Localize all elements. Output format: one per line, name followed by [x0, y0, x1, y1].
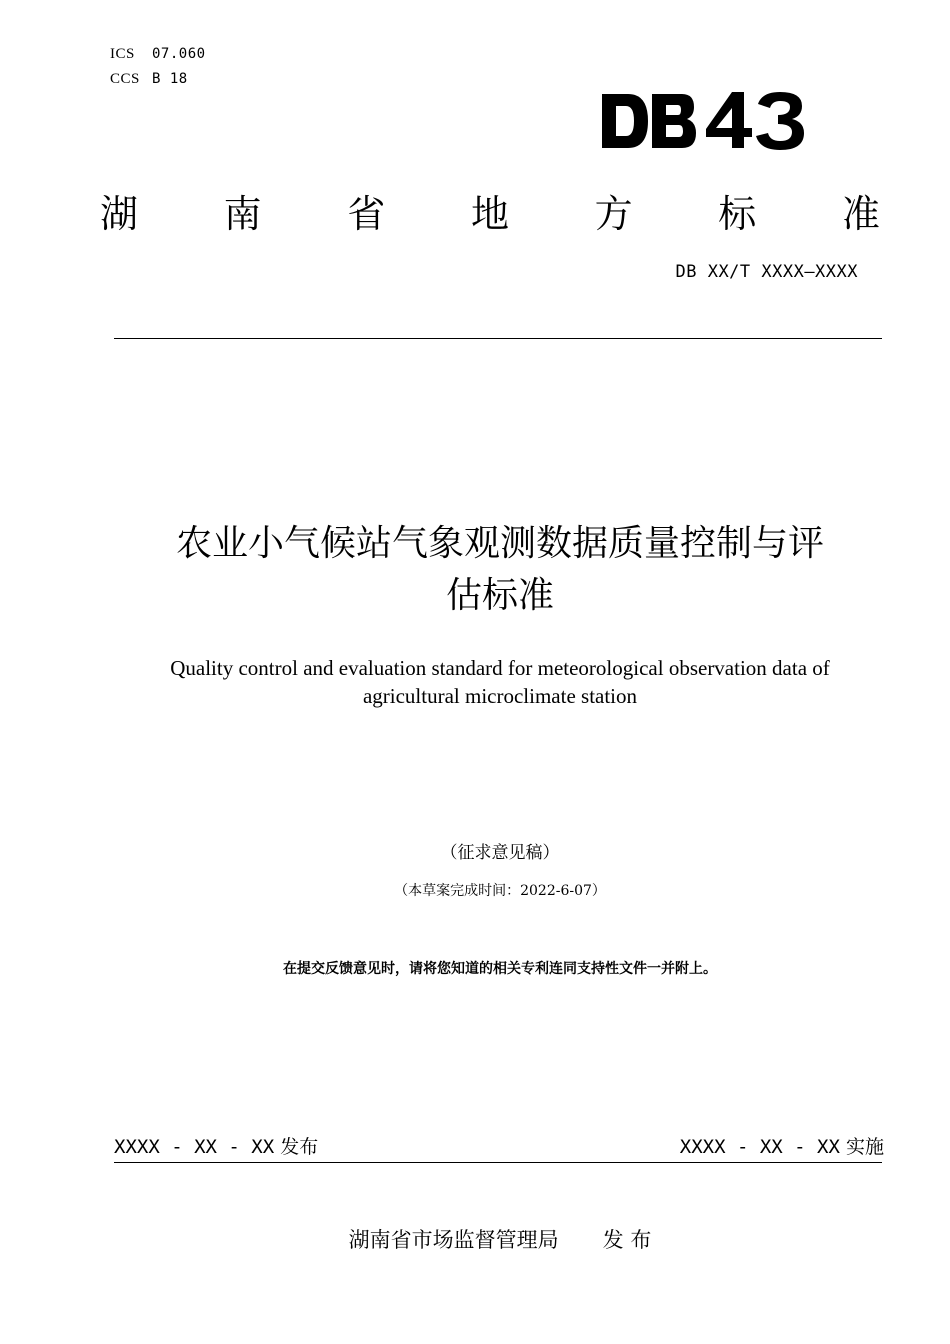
document-title-cn-line2: 估标准	[445, 575, 554, 616]
main-title-char: 湖	[100, 191, 139, 236]
document-title-en	[100, 654, 900, 710]
ccs-label: CCS	[110, 71, 140, 87]
document-title-en-line1: Quality control and evaluation standard for meteorological observation data of	[170, 656, 830, 680]
issuer-action: 发 布	[602, 1228, 652, 1252]
effective-date-value: XXXX - XX - XX	[679, 1136, 840, 1158]
patent-notice: 在提交反馈意见时，请将您知道的相关专利连同支持性文件一并附上。	[283, 961, 717, 977]
document-title-cn	[100, 518, 900, 622]
effective-date-label: 实施	[845, 1136, 884, 1158]
ics-code	[110, 46, 206, 63]
main-title-char: 方	[594, 191, 633, 236]
main-title	[100, 182, 880, 238]
main-title-char: 地	[470, 191, 509, 236]
draft-label: （征求意见稿）	[440, 843, 560, 863]
main-title-char: 南	[223, 191, 262, 236]
release-date-label: 发布	[280, 1136, 319, 1158]
draft-date: （本草案完成时间：2022-6-07）	[394, 883, 606, 899]
header-divider	[114, 338, 882, 339]
document-title-cn-line1: 农业小气候站气象观测数据质量控制与评	[175, 523, 824, 564]
document-title-en-line2: agricultural microclimate station	[362, 684, 638, 708]
issuer-name: 湖南省市场监督管理局	[348, 1228, 559, 1252]
main-title-char: 省	[347, 191, 386, 236]
release-date-value: XXXX - XX - XX	[114, 1136, 275, 1158]
db43-logo-graphic	[598, 88, 818, 154]
db43-logo	[598, 88, 818, 154]
ccs-value: B 18	[152, 71, 188, 87]
ics-value: 07.060	[152, 46, 206, 62]
ics-label: ICS	[110, 46, 135, 62]
footer-divider	[114, 1162, 882, 1163]
effective-date	[680, 1132, 884, 1159]
main-title-char: 准	[841, 191, 880, 236]
issuer	[100, 1224, 900, 1254]
main-title-char: 标	[718, 191, 757, 236]
ccs-code	[110, 71, 188, 88]
release-date	[114, 1132, 318, 1159]
standard-number: DB XX/T XXXX—XXXX	[675, 262, 858, 282]
